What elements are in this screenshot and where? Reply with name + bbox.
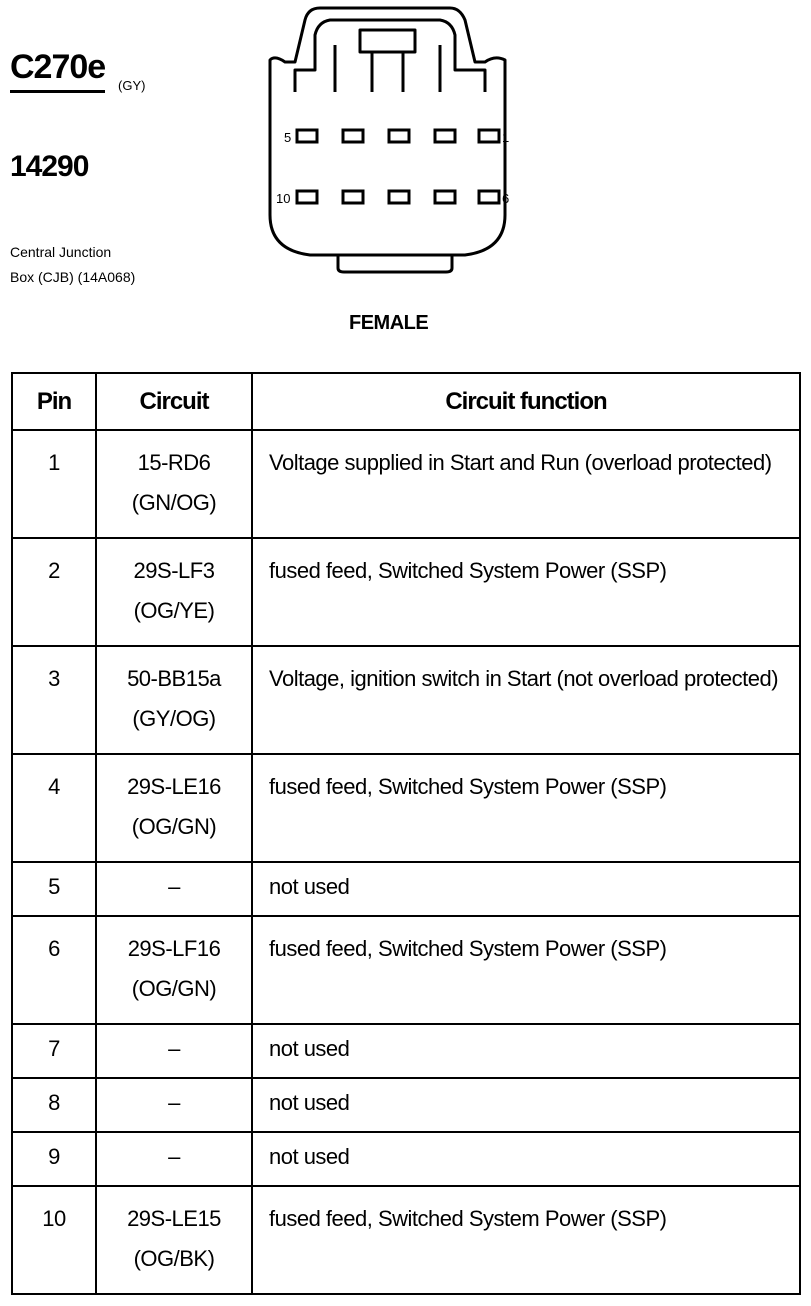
pin-number: 7 xyxy=(12,1024,96,1078)
pin-number: 8 xyxy=(12,1078,96,1132)
connector-lock xyxy=(360,30,415,52)
table-row xyxy=(12,1132,800,1186)
circuit-function: not used xyxy=(252,1024,800,1078)
pin-number: 4 xyxy=(12,754,96,862)
pin-number: 5 xyxy=(12,862,96,916)
table-header-row xyxy=(12,373,800,430)
pin-label-6: 6 xyxy=(502,191,510,206)
circuit-cell xyxy=(96,1024,252,1078)
circuit-id: 50-BB15a xyxy=(127,666,221,691)
connector-gender: FEMALE xyxy=(349,312,429,334)
circuit-id: 15-RD6 xyxy=(137,450,211,475)
component-description xyxy=(10,240,135,290)
part-number: 14290 xyxy=(10,150,89,183)
circuit-function: Voltage, ignition switch in Start (not overload protected) xyxy=(252,646,800,754)
circuit-cell xyxy=(96,538,252,646)
circuit-cell xyxy=(96,1132,252,1186)
pin-cavity-2 xyxy=(435,130,455,142)
header-circuit: Circuit xyxy=(96,373,252,430)
table-row xyxy=(12,1024,800,1078)
pin-label-1: 1 xyxy=(502,130,510,145)
pin-cavity-6 xyxy=(479,191,499,203)
circuit-cell xyxy=(96,1186,252,1294)
pin-number: 2 xyxy=(12,538,96,646)
circuit-id: – xyxy=(168,1036,180,1061)
pin-number: 3 xyxy=(12,646,96,754)
table-row xyxy=(12,1078,800,1132)
table-row xyxy=(12,862,800,916)
circuit-cell xyxy=(96,430,252,538)
pin-table xyxy=(11,372,801,1295)
table-row xyxy=(12,916,800,1024)
pin-cavity-7 xyxy=(435,191,455,203)
circuit-function: not used xyxy=(252,862,800,916)
circuit-id: 29S-LE16 xyxy=(127,774,221,799)
circuit-id: 29S-LF16 xyxy=(127,936,221,961)
circuit-function: fused feed, Switched System Power (SSP) xyxy=(252,916,800,1024)
circuit-cell xyxy=(96,1078,252,1132)
circuit-id: – xyxy=(168,874,180,899)
table-row xyxy=(12,430,800,538)
pin-cavity-1 xyxy=(479,130,499,142)
circuit-function: Voltage supplied in Start and Run (overload protected) xyxy=(252,430,800,538)
component-line-2: Box (CJB) (14A068) xyxy=(10,269,136,285)
circuit-cell xyxy=(96,646,252,754)
table-row xyxy=(12,1186,800,1294)
header-function: Circuit function xyxy=(252,373,800,430)
wire-color: (GN/OG) xyxy=(131,490,217,515)
circuit-id: 29S-LE15 xyxy=(127,1206,221,1231)
pin-number: 10 xyxy=(12,1186,96,1294)
circuit-cell xyxy=(96,916,252,1024)
pin-cavity-3 xyxy=(389,130,409,142)
pin-cavity-8 xyxy=(389,191,409,203)
circuit-id: – xyxy=(168,1090,180,1115)
table-row xyxy=(12,646,800,754)
circuit-id: – xyxy=(168,1144,180,1169)
wire-color: (OG/BK) xyxy=(133,1246,215,1271)
circuit-function: fused feed, Switched System Power (SSP) xyxy=(252,754,800,862)
table-row xyxy=(12,754,800,862)
pin-number: 1 xyxy=(12,430,96,538)
table-row xyxy=(12,538,800,646)
pin-cavity-10 xyxy=(297,191,317,203)
wire-color: (OG/GN) xyxy=(131,814,217,839)
connector-id: C270e xyxy=(10,50,105,93)
wire-color: (GY/OG) xyxy=(132,706,216,731)
wire-color: (OG/YE) xyxy=(133,598,215,623)
circuit-function: fused feed, Switched System Power (SSP) xyxy=(252,538,800,646)
connector-color: (GY) xyxy=(118,78,146,93)
wire-color: (OG/GN) xyxy=(131,976,217,1001)
circuit-cell xyxy=(96,754,252,862)
pin-number: 9 xyxy=(12,1132,96,1186)
connector-key xyxy=(338,255,452,272)
circuit-function: fused feed, Switched System Power (SSP) xyxy=(252,1186,800,1294)
circuit-function: not used xyxy=(252,1132,800,1186)
pin-cavity-5 xyxy=(297,130,317,142)
pin-number: 6 xyxy=(12,916,96,1024)
pin-cavity-4 xyxy=(343,130,363,142)
header-pin: Pin xyxy=(12,373,96,430)
connector-face-diagram xyxy=(260,0,520,300)
pin-label-5: 5 xyxy=(284,130,292,145)
circuit-id: 29S-LF3 xyxy=(133,558,215,583)
circuit-cell xyxy=(96,862,252,916)
pin-label-10: 10 xyxy=(276,191,291,206)
component-line-1: Central Junction xyxy=(10,244,112,260)
pin-cavity-9 xyxy=(343,191,363,203)
pin-table-body xyxy=(12,430,800,1294)
circuit-function: not used xyxy=(252,1078,800,1132)
